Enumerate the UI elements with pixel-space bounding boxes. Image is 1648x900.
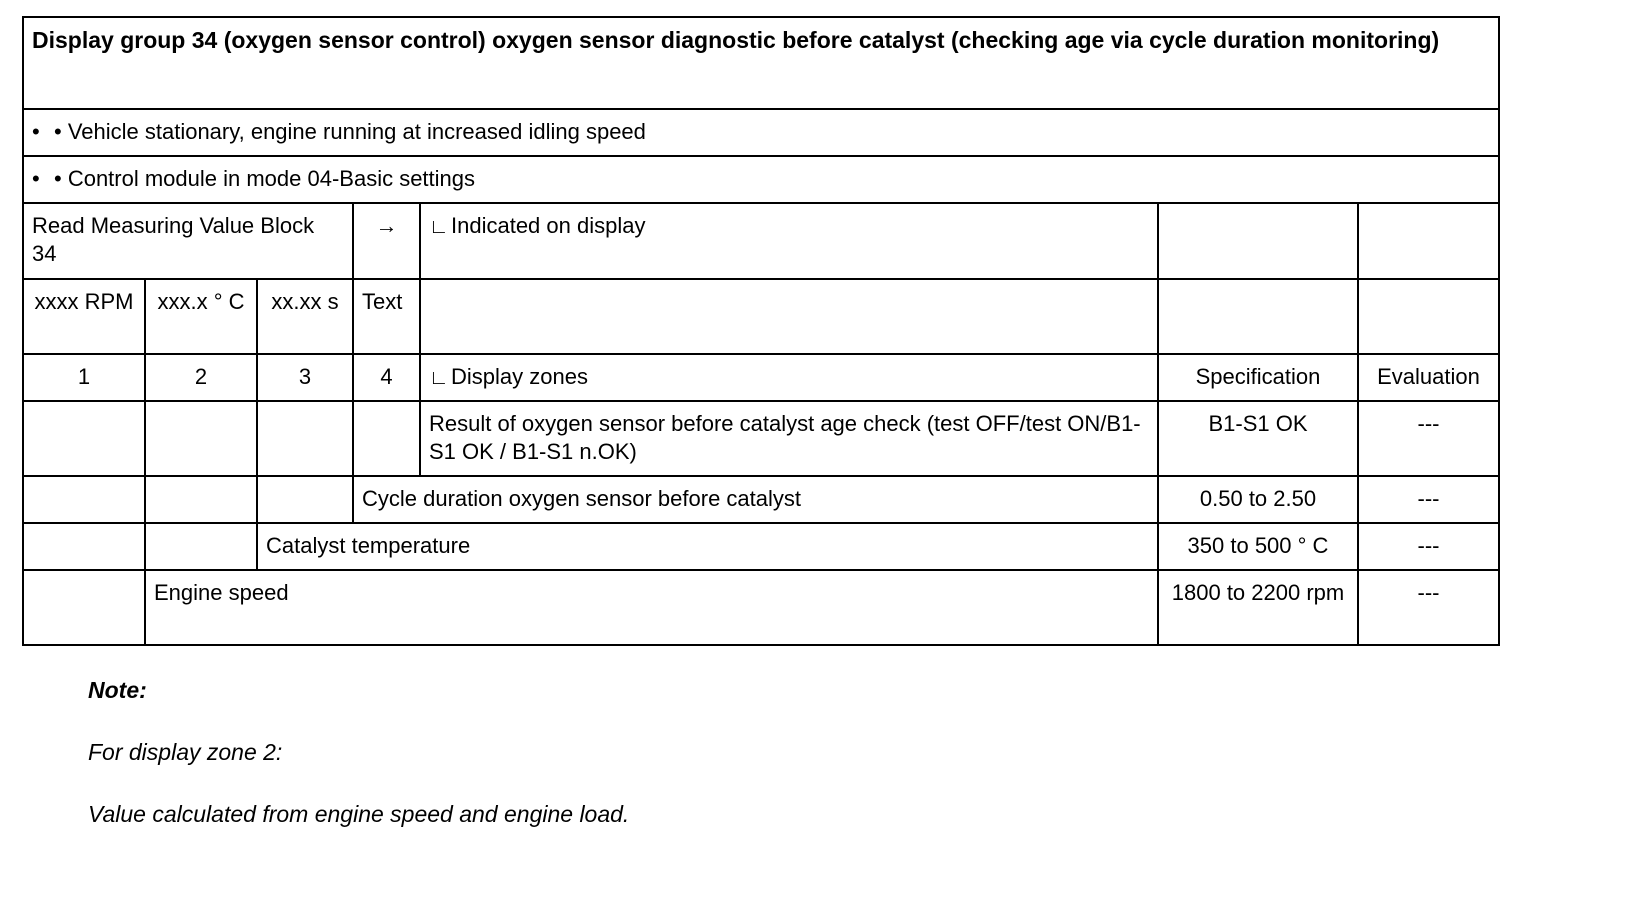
table-row: [23, 476, 1499, 523]
zone4-unit: Text: [353, 279, 420, 354]
table-title: Display group 34 (oxygen sensor control) oxygen sensor diagnostic before catalyst (checking age via cycle duration monitoring): [23, 17, 1499, 109]
arrow-right-icon: →: [375, 213, 398, 238]
table-row: [23, 570, 1499, 645]
row-evaluation: ---: [1358, 570, 1499, 645]
specification-header: Specification: [1158, 354, 1358, 401]
corner-bracket-icon: ∟: [429, 367, 449, 389]
evaluation-header: Evaluation: [1358, 354, 1499, 401]
condition-text: • Vehicle stationary, engine running at increased idling speed: [54, 119, 646, 144]
measuring-value-table: [22, 16, 1500, 646]
note-label: Note:: [88, 677, 147, 703]
title-row: [23, 17, 1499, 109]
zone1-unit: xxxx RPM: [23, 279, 145, 354]
zone-number: 1: [23, 354, 145, 401]
note-section: [88, 676, 629, 862]
row-description: Catalyst temperature: [257, 523, 1158, 570]
indicated-label: Indicated on display: [451, 213, 646, 238]
condition-row: [23, 109, 1499, 156]
condition-text: • Control module in mode 04-Basic settings: [54, 166, 476, 191]
row-specification: 1800 to 2200 rpm: [1158, 570, 1358, 645]
row-evaluation: ---: [1358, 476, 1499, 523]
row-description: Engine speed: [145, 570, 1158, 645]
units-row: [23, 279, 1499, 354]
row-evaluation: ---: [1358, 523, 1499, 570]
row-specification: 350 to 500 ° C: [1158, 523, 1358, 570]
note-line: For display zone 2:: [88, 739, 283, 765]
bullet-icon: •: [32, 166, 40, 191]
corner-bracket-icon: ∟: [429, 216, 449, 238]
row-evaluation: ---: [1358, 401, 1499, 476]
table-row: [23, 523, 1499, 570]
display-zones-label: Display zones: [451, 364, 588, 389]
row-specification: B1-S1 OK: [1158, 401, 1358, 476]
condition-row: [23, 156, 1499, 203]
bullet-icon: •: [32, 119, 40, 144]
zone-number: 3: [257, 354, 353, 401]
zone-number: 4: [353, 354, 420, 401]
row-description: Cycle duration oxygen sensor before catalyst: [353, 476, 1158, 523]
zone2-unit: xxx.x ° C: [145, 279, 257, 354]
row-specification: 0.50 to 2.50: [1158, 476, 1358, 523]
read-block-label: Read Measuring Value Block 34: [23, 203, 353, 279]
zone-number: 2: [145, 354, 257, 401]
note-line: Value calculated from engine speed and engine load.: [88, 801, 630, 827]
zone3-unit: xx.xx s: [257, 279, 353, 354]
row-description: Result of oxygen sensor before catalyst age check (test OFF/test ON/B1-S1 OK / B1-S1 n.OK): [420, 401, 1158, 476]
table-row: [23, 401, 1499, 476]
read-block-row: [23, 203, 1499, 279]
zones-header-row: [23, 354, 1499, 401]
